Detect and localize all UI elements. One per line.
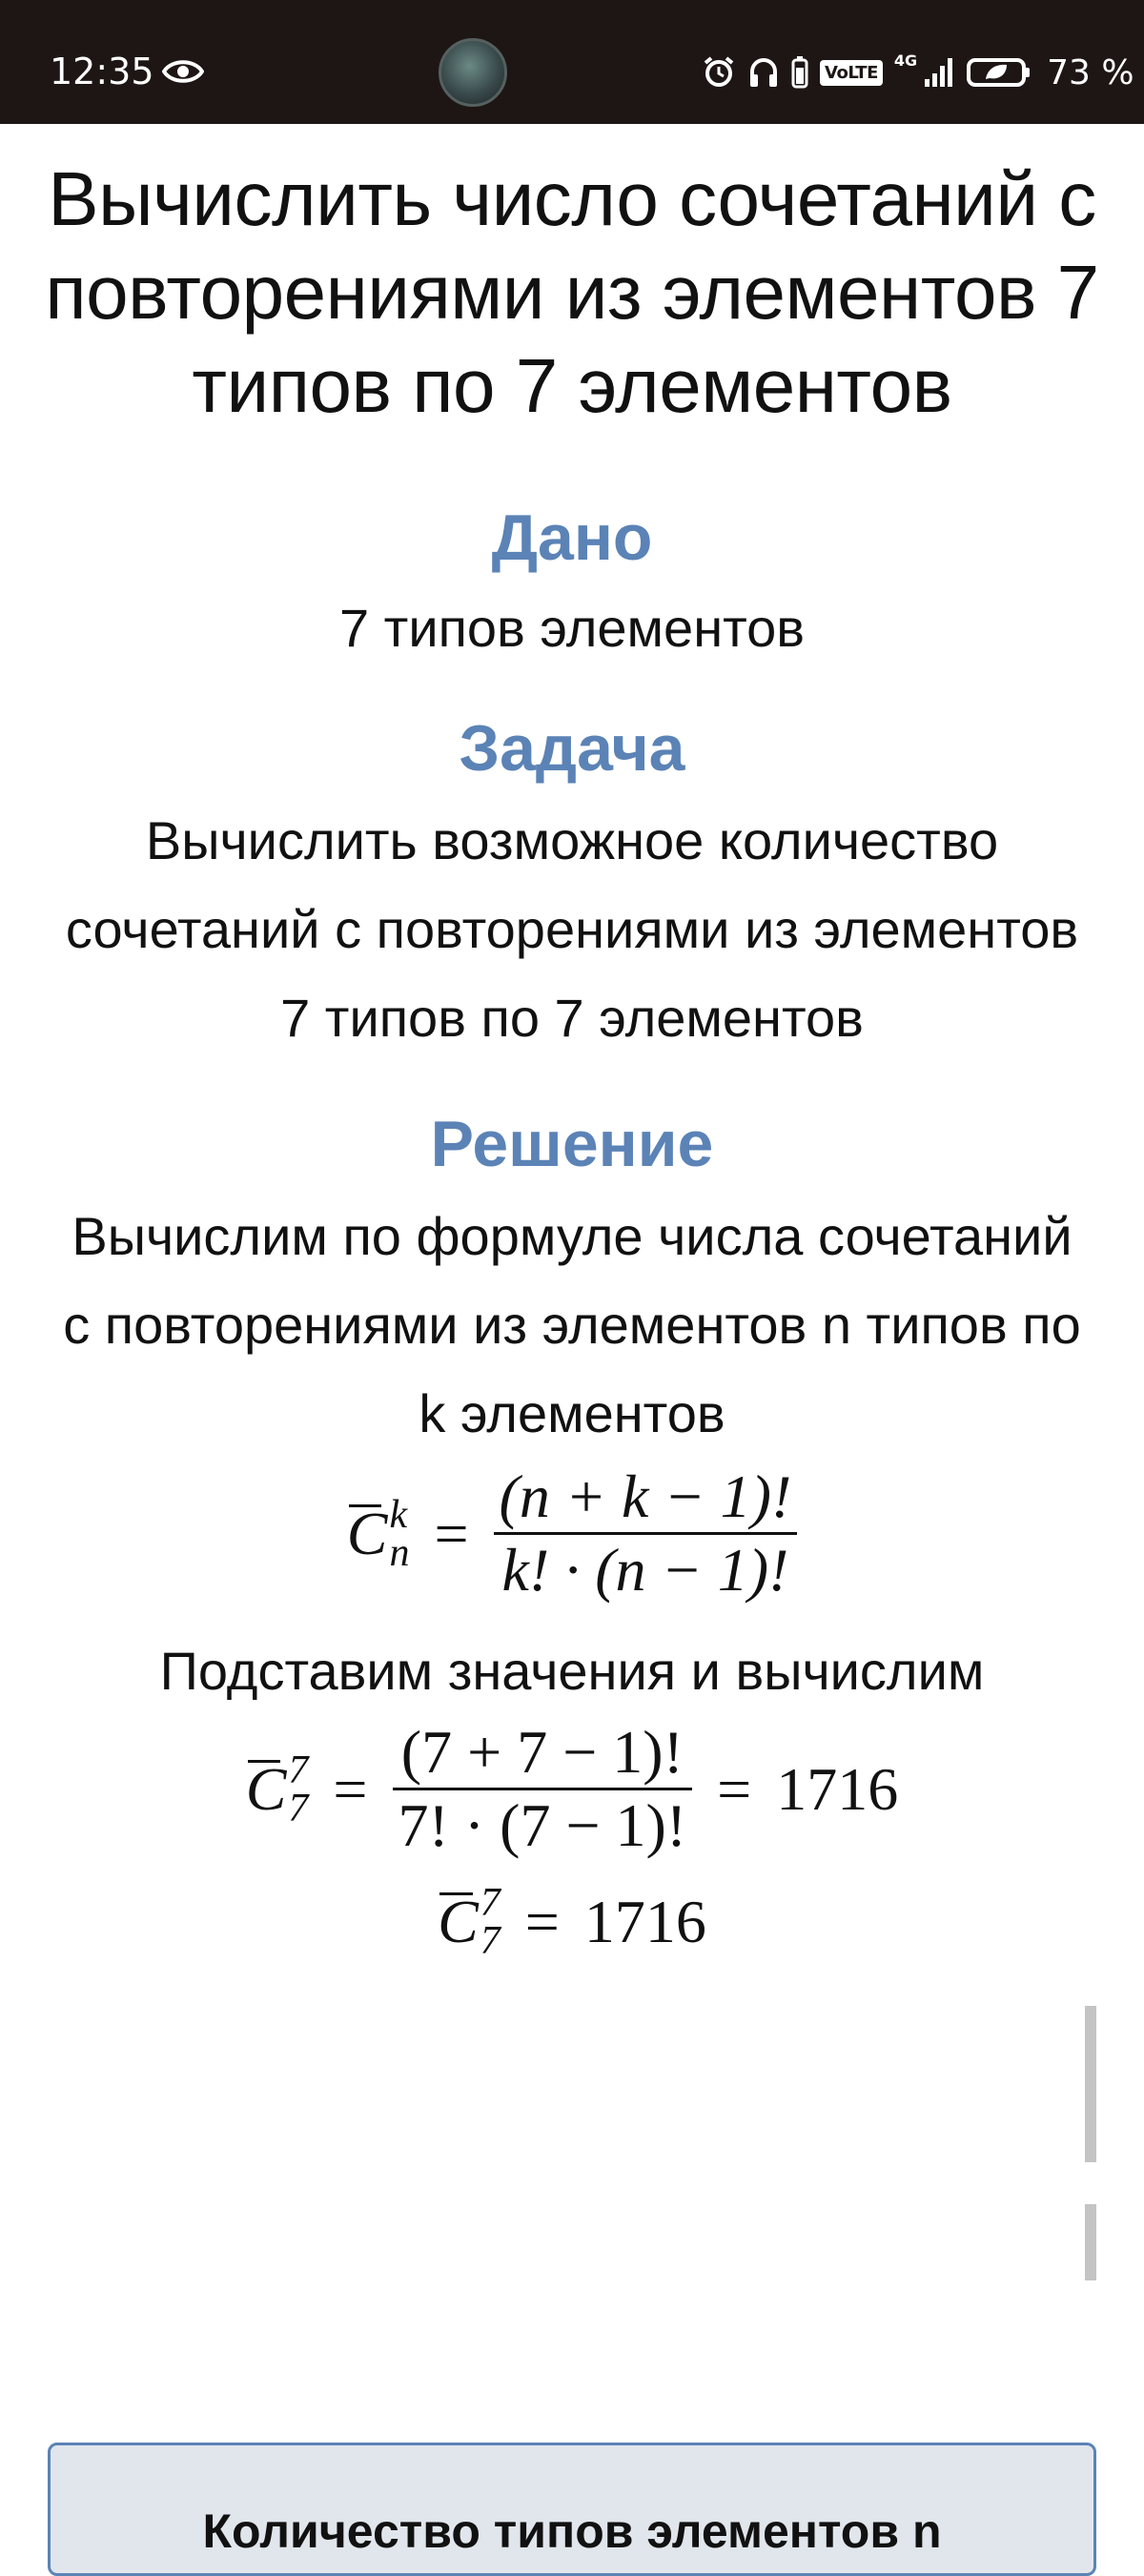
calc-result: 1716 — [776, 1754, 899, 1823]
formula-scrollbar[interactable] — [1085, 2204, 1096, 2280]
formula-sub: n — [389, 1530, 410, 1575]
status-icons — [702, 51, 1134, 93]
headphones-icon — [747, 55, 780, 90]
equals-sign: = — [717, 1754, 752, 1823]
substitute-text: Подставим значения и вычислим — [159, 1641, 985, 1701]
status-time: 12:35 — [50, 51, 154, 92]
equals-sign: = — [434, 1499, 469, 1567]
given-text: 7 типов элементов — [338, 598, 806, 658]
task-text: Вычислить возможное количество сочетаний с повторениями из элементов 7 типов по 7 элементов — [65, 810, 1079, 1048]
page-content — [0, 124, 1144, 1963]
network-type-label: 4G — [893, 51, 918, 70]
final-result: 1716 — [583, 1888, 706, 1955]
status-bar — [0, 0, 1144, 124]
solution-heading: Решение — [430, 1108, 714, 1180]
solution-text: Вычислим по формуле числа сочетаний с повторениями из элементов n типов по k элементов — [63, 1206, 1081, 1443]
given-heading: Дано — [491, 501, 653, 574]
formula-sup: k — [389, 1492, 408, 1537]
calc-denominator: 7! · (7 − 1)! — [398, 1791, 687, 1859]
formula-denominator: k! · (n − 1)! — [501, 1536, 789, 1604]
equals-sign: = — [333, 1754, 368, 1823]
final-symbol: C — [438, 1888, 479, 1955]
signal-icon — [923, 56, 955, 89]
calc-formula — [0, 1717, 1144, 1861]
headphone-battery-icon — [791, 56, 808, 89]
equals-sign: = — [524, 1888, 560, 1955]
calc-symbol: C — [245, 1754, 287, 1823]
notification-avatar-icon — [439, 38, 507, 107]
page-title: Вычислить число сочетаний с повторениями из элементов 7 типов по 7 элементов — [45, 156, 1099, 428]
final-indices — [480, 1881, 500, 1963]
formula-fraction — [494, 1462, 798, 1605]
formula-indices — [389, 1492, 410, 1575]
eye-icon — [162, 55, 204, 88]
volte-icon: VoLTE — [820, 60, 883, 86]
task-heading: Задача — [459, 712, 685, 785]
panel-title: Количество типов элементов n — [202, 2504, 942, 2558]
formula-numerator: (n + k − 1)! — [499, 1462, 792, 1530]
formula-scrollbar[interactable] — [1085, 2006, 1096, 2162]
final-sub: 7 — [480, 1919, 500, 1963]
input-panel — [48, 2443, 1096, 2576]
calc-sup: 7 — [288, 1748, 309, 1792]
calc-indices — [288, 1748, 309, 1830]
final-formula — [0, 1881, 1144, 1963]
calc-fraction — [393, 1717, 693, 1861]
calc-sub: 7 — [288, 1786, 309, 1830]
final-sup: 7 — [480, 1881, 500, 1925]
alarm-icon — [702, 55, 736, 90]
battery-percent: 73 % — [1047, 52, 1134, 92]
battery-saver-icon — [967, 56, 1032, 89]
calc-numerator: (7 + 7 − 1)! — [400, 1718, 684, 1786]
formula-symbol: C — [346, 1499, 388, 1567]
general-formula — [0, 1462, 1144, 1605]
